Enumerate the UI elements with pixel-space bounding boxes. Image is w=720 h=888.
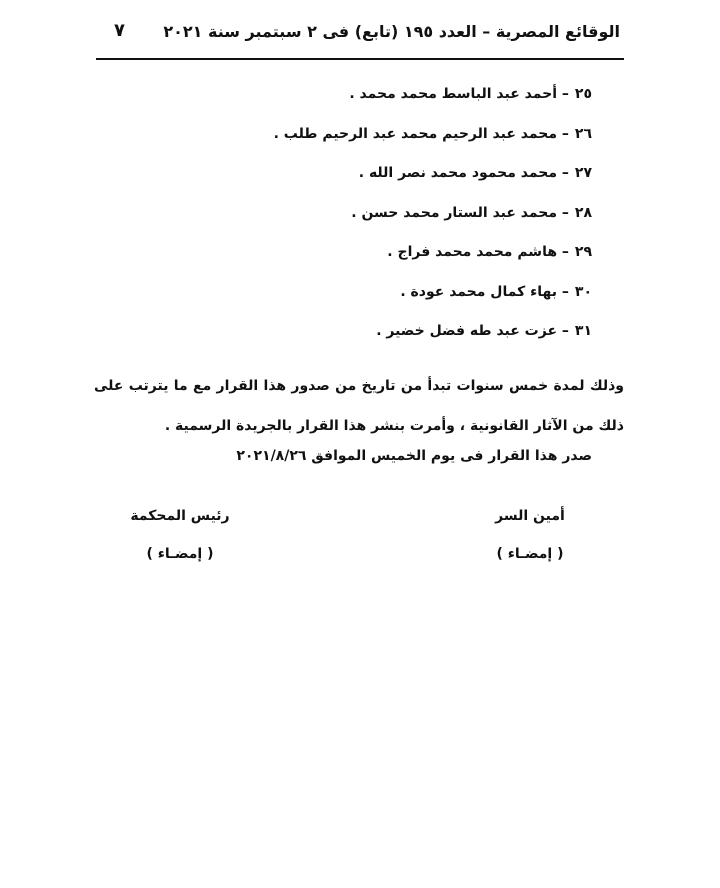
header-divider	[96, 58, 624, 60]
item-number: ٣٠	[574, 283, 592, 300]
item-number: ٢٩	[574, 244, 592, 260]
item-number: ٢٥	[574, 86, 592, 102]
page-header	[96, 14, 626, 54]
item-number: ٢٨	[574, 204, 592, 221]
list-item	[132, 122, 592, 162]
item-name: – عزت عبد طه فضل خضير .	[376, 323, 569, 339]
item-number: ٢٧	[574, 165, 592, 181]
list-item	[132, 240, 592, 280]
signature-mark: ( إمضـاء )	[496, 546, 564, 562]
list-item	[132, 82, 592, 122]
names-list	[132, 82, 592, 359]
item-name: – بهاء كمال محمد عودة .	[400, 283, 569, 300]
item-number: ٣١	[574, 323, 592, 339]
list-item	[132, 161, 592, 201]
list-item	[132, 201, 592, 241]
item-name: – هاشم محمد محمد فراج .	[387, 244, 569, 260]
signature-title: رئيس المحكمة	[130, 508, 230, 524]
issue-date-line: صدر هذا القرار فى يوم الخميس الموافق ٢٠٢١/٨/٢٦	[236, 448, 592, 464]
item-name: – محمد عبد الستار محمد حسن .	[351, 204, 569, 221]
item-name: – محمد محمود محمد نصر الله .	[358, 165, 569, 181]
signature-mark: ( إمضـاء )	[146, 546, 214, 562]
list-item	[132, 280, 592, 320]
signature-title: أمين السر	[495, 508, 565, 524]
page-number: ٧	[114, 20, 125, 41]
header-title: الوقائع المصرية – العدد ١٩٥ (تابع) فى ٢ سبتمبر سنة ٢٠٢١	[163, 22, 620, 41]
list-item	[132, 319, 592, 359]
decision-paragraph: وذلك لمدة خمس سنوات تبدأ من تاريخ من صدور هذا القرار مع ما يترتب على ذلك من الآثار القانونية ، وأمرت بنشر هذا القرار بالجريدة الرسمية .	[94, 378, 624, 434]
court-president-signature	[80, 508, 280, 562]
item-name: – أحمد عبد الباسط محمد محمد .	[349, 86, 569, 102]
item-number: ٢٦	[574, 125, 592, 142]
item-name: – محمد عبد الرحيم محمد عبد الرحيم طلب .	[273, 125, 569, 142]
secretary-signature	[430, 508, 630, 562]
